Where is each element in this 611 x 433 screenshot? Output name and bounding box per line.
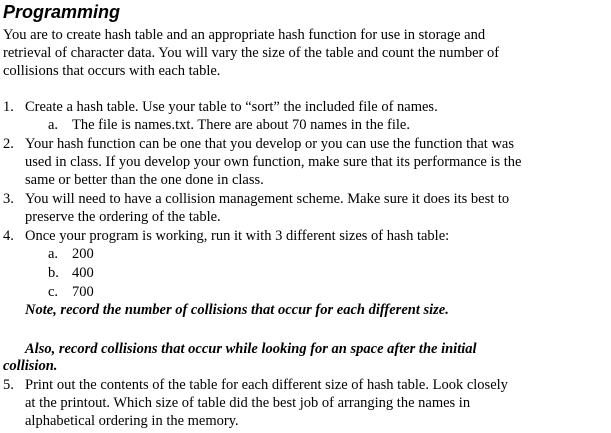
sub-list-text: 400 — [72, 265, 94, 281]
list-item-text: Your hash function can be one that you develop or you can use the function that was — [25, 136, 514, 152]
sub-list-text: 200 — [72, 246, 94, 262]
intro-line: You are to create hash table and an appropriate hash function for use in storage and — [3, 27, 486, 43]
note-text: Note, record the number of collisions that occur for each different size. — [25, 302, 449, 318]
sub-list-text: 700 — [72, 284, 94, 300]
list-number: 1. — [3, 99, 14, 115]
list-number: 2. — [3, 136, 14, 152]
sub-list-letter: c. — [48, 284, 59, 300]
sub-list-letter: b. — [48, 265, 59, 281]
list-item-text: Once your program is working, run it with 3 different sizes of hash table: — [25, 228, 450, 244]
list-number: 3. — [3, 191, 14, 207]
sub-list-text: The file is names.txt. There are about 70 names in the file. — [72, 117, 410, 133]
also-note-text: Also, record collisions that occur while looking for an space after the initial — [25, 341, 477, 357]
list-item-text: at the printout. Which size of table did the best job of arranging the names in — [25, 395, 471, 411]
list-item-text: preserve the ordering of the table. — [25, 209, 221, 225]
also-note-text: collision. — [3, 358, 58, 374]
intro-line: retrieval of character data. You will vary the size of the table and count the number of — [3, 45, 500, 61]
list-item-text: same or better than the one done in class. — [25, 172, 264, 188]
list-item-text: Create a hash table. Use your table to “sort” the included file of names. — [25, 99, 438, 115]
page-title: Programming — [3, 2, 121, 22]
list-item-text: You will need to have a collision management scheme. Make sure it does its best to — [25, 191, 510, 207]
list-item-text: alphabetical ordering in the memory. — [25, 413, 239, 429]
list-number: 5. — [3, 377, 14, 393]
sub-list-letter: a. — [48, 117, 59, 133]
intro-line: collisions that occurs with each table. — [3, 63, 221, 79]
sub-list-letter: a. — [48, 246, 59, 262]
list-number: 4. — [3, 228, 14, 244]
list-item-text: used in class. If you develop your own function, make sure that its performance is the — [25, 154, 522, 170]
list-item-text: Print out the contents of the table for each different size of hash table. Look closely — [25, 377, 508, 393]
